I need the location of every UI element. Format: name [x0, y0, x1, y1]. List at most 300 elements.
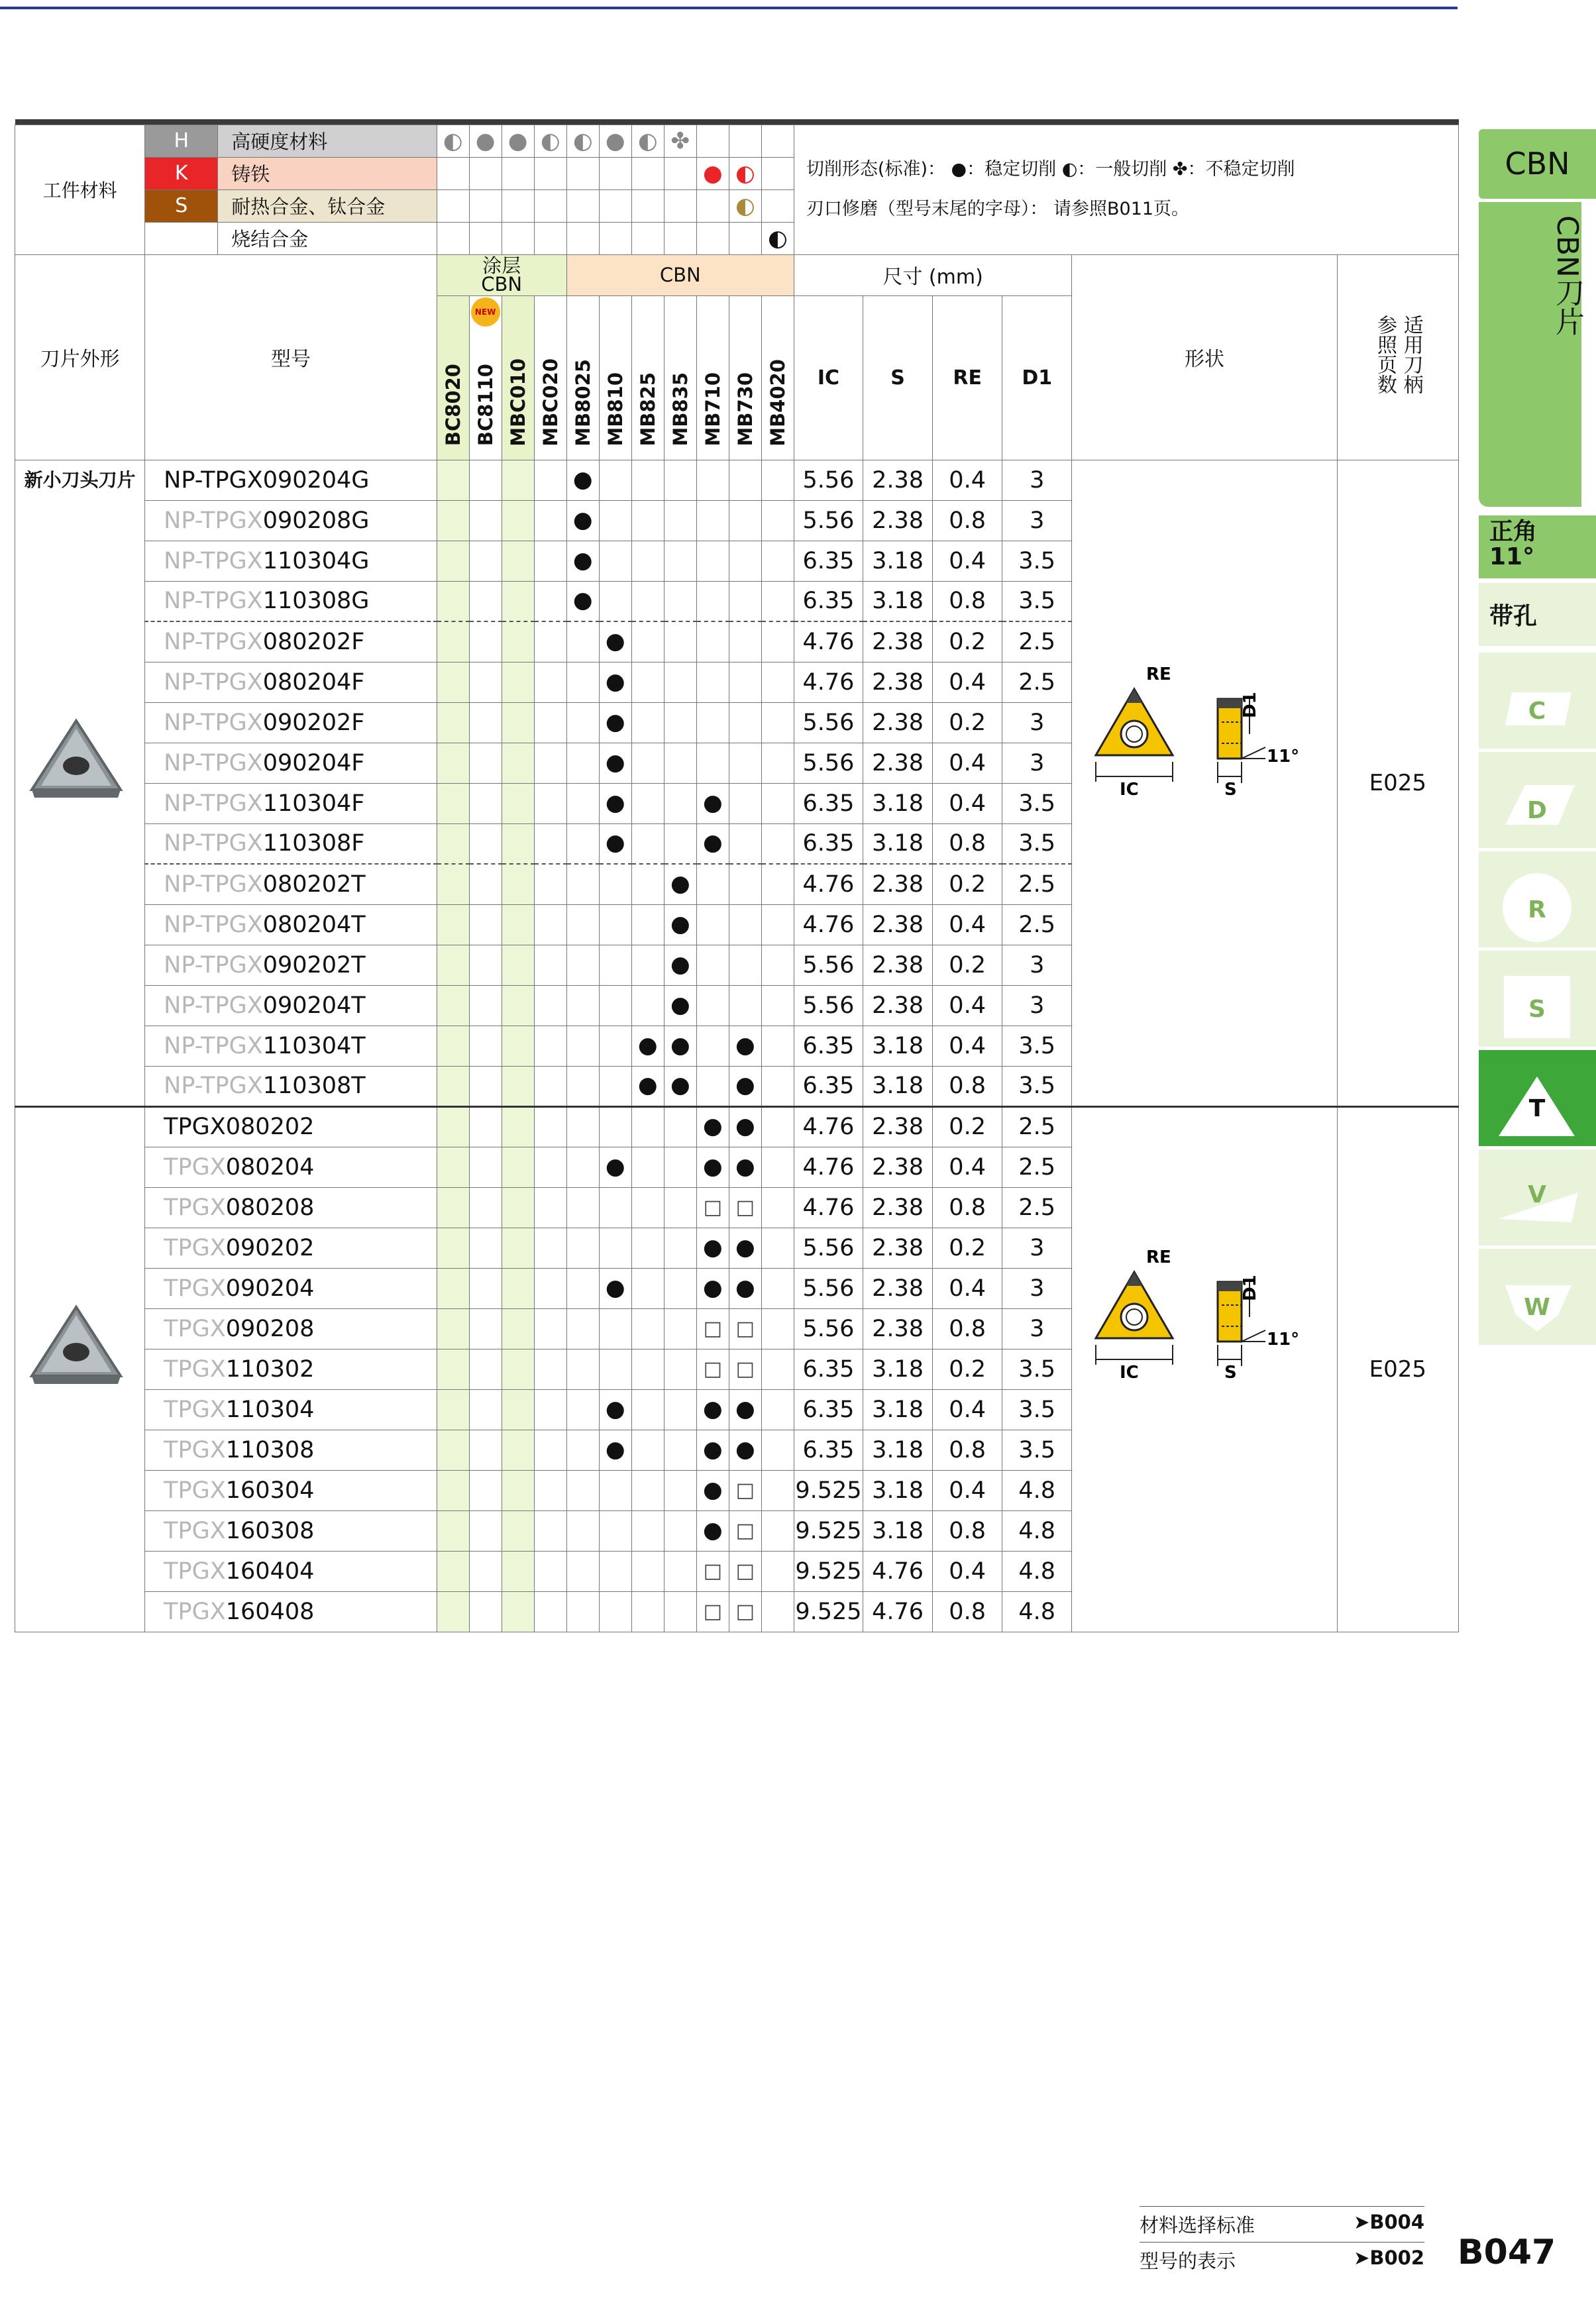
- grade-availability: [599, 541, 631, 581]
- dimension-value: 4.76: [794, 904, 863, 945]
- suit-icon: ●: [599, 125, 631, 157]
- grade-availability: [566, 1228, 599, 1268]
- grade-availability: [761, 1228, 794, 1268]
- angle-label: 11°: [1267, 1330, 1300, 1349]
- grade-availability: [502, 662, 534, 702]
- grade-availability: [534, 1470, 566, 1510]
- shape-letter: V: [1528, 1181, 1546, 1208]
- grade-availability: [469, 1147, 502, 1187]
- grade-availability: [534, 1268, 566, 1308]
- model-number: 080204: [225, 1153, 315, 1181]
- dimension-value: 2.38: [863, 1147, 933, 1187]
- grade-availability: [729, 460, 761, 500]
- dim-header-ic: IC: [794, 295, 863, 460]
- grade-availability: [469, 1308, 502, 1349]
- grade-availability: [437, 1510, 469, 1551]
- grade-availability: [437, 1591, 469, 1632]
- dimension-value: 0.8: [933, 1187, 1002, 1228]
- open-square-icon: □: [703, 1357, 722, 1381]
- dimension-value: 5.56: [794, 743, 863, 783]
- filled-circle-icon: ●: [735, 1234, 755, 1261]
- model-prefix: NP-TPGX: [164, 871, 263, 898]
- grade-availability: [566, 1308, 599, 1349]
- dimension-value: 4.76: [794, 662, 863, 702]
- grade-availability: [696, 823, 729, 864]
- dimension-value: 6.35: [794, 1026, 863, 1066]
- cutting-mode-legend: 切削形态(标准)： ●：稳定切削 ◐：一般切削 ✤：不稳定切削: [806, 159, 1295, 180]
- filled-circle-icon: ●: [572, 466, 593, 493]
- grade-availability: [664, 864, 696, 904]
- grade-availability: [566, 621, 599, 662]
- grade-availability: [664, 743, 696, 783]
- grade-availability: [469, 1470, 502, 1510]
- model-prefix: NP-TPGX: [164, 911, 263, 938]
- grade-availability: [469, 1066, 502, 1106]
- dimension-value: 4.76: [863, 1591, 933, 1632]
- open-square-icon: □: [735, 1559, 755, 1583]
- material-name-h: 高硬度材料: [218, 125, 437, 157]
- dimension-value: 5.56: [794, 500, 863, 541]
- holder-reference[interactable]: E025: [1337, 460, 1458, 1106]
- grade-availability: [502, 581, 534, 621]
- footer-row[interactable]: [1140, 2242, 1424, 2278]
- grade-availability: [502, 460, 534, 500]
- dimension-value: 4.76: [863, 1551, 933, 1591]
- shape-tab-t[interactable]: [1479, 1050, 1596, 1146]
- holder-label: 适用刀柄: [1399, 315, 1423, 394]
- dimension-value: 2.38: [863, 500, 933, 541]
- grade-availability: [599, 864, 631, 904]
- dimension-value: 6.35: [794, 581, 863, 621]
- grade-availability: [729, 1066, 761, 1106]
- model-cell: [145, 1430, 437, 1470]
- insert-photo-1: [27, 715, 126, 802]
- model-cell: [145, 1066, 437, 1106]
- grade-availability: [696, 541, 729, 581]
- dimension-group: 尺寸 (mm): [794, 254, 1071, 295]
- model-cell: [145, 500, 437, 541]
- dimension-value: 3: [1002, 460, 1072, 500]
- grade-availability: [437, 1308, 469, 1349]
- model-number: 090202T: [262, 951, 366, 978]
- grade-availability: [729, 945, 761, 985]
- grade-availability: [566, 581, 599, 621]
- grade-availability: [696, 1551, 729, 1591]
- filled-circle-icon: ●: [637, 1031, 658, 1059]
- grade-availability: [696, 1187, 729, 1228]
- dimension-value: 0.4: [933, 662, 1002, 702]
- grade-availability: [631, 1066, 664, 1106]
- dimension-value: 3.18: [863, 541, 933, 581]
- dimension-value: 2.5: [1002, 1147, 1072, 1187]
- grade-availability: [631, 581, 664, 621]
- material-code-k: K: [145, 157, 218, 189]
- grade-availability: [437, 702, 469, 743]
- grade-availability: [599, 985, 631, 1026]
- model-prefix: TPGX: [164, 1477, 226, 1504]
- grade-availability: [469, 985, 502, 1026]
- dimension-value: 2.38: [863, 1187, 933, 1228]
- suit-icon: ◐: [729, 189, 761, 222]
- model-cell: [145, 1268, 437, 1308]
- dimension-value: 0.2: [933, 702, 1002, 743]
- grade-availability: [696, 500, 729, 541]
- filled-circle-icon: ●: [605, 829, 625, 857]
- dimension-value: 3.5: [1002, 1349, 1072, 1389]
- model-prefix: TPGX: [164, 1558, 226, 1585]
- insert-photo-2: [27, 1302, 126, 1388]
- filled-circle-icon: ●: [702, 1395, 723, 1422]
- grade-label: MB810: [604, 372, 627, 447]
- dimension-value: 3.5: [1002, 541, 1072, 581]
- dimension-value: 0.4: [933, 783, 1002, 823]
- dimension-value: 2.38: [863, 702, 933, 743]
- coated-cbn-group: 涂层 CBN: [437, 254, 566, 295]
- grade-availability: [437, 1268, 469, 1308]
- grade-availability: [437, 783, 469, 823]
- table-row: [15, 1106, 1459, 1147]
- grade-availability: [437, 985, 469, 1026]
- model-column-header: 型号: [145, 254, 437, 460]
- grade-availability: [664, 662, 696, 702]
- grade-availability: [664, 460, 696, 500]
- grade-availability: [502, 783, 534, 823]
- dimension-value: 4.76: [794, 864, 863, 904]
- grade-availability: [469, 500, 502, 541]
- model-number: 090208G: [262, 507, 370, 534]
- filled-circle-icon: ●: [605, 1274, 625, 1301]
- grade-availability: [469, 1389, 502, 1430]
- grade-availability: [437, 581, 469, 621]
- model-number: 110304T: [262, 1032, 366, 1059]
- model-cell: [145, 1591, 437, 1632]
- dimension-value: 0.4: [933, 460, 1002, 500]
- footer-ref[interactable]: ➤B004: [1354, 2211, 1424, 2233]
- grade-availability: [469, 1026, 502, 1066]
- model-cell: [145, 743, 437, 783]
- suit-icon: ◐: [761, 222, 794, 254]
- dimension-value: 6.35: [794, 1349, 863, 1389]
- grade-availability: [502, 541, 534, 581]
- grade-availability: [729, 864, 761, 904]
- grade-availability: [761, 702, 794, 743]
- grade-availability: [534, 945, 566, 985]
- dimension-value: 3.18: [863, 823, 933, 864]
- grade-availability: [566, 985, 599, 1026]
- shape-tab-r[interactable]: [1479, 851, 1596, 947]
- grade-availability: [729, 985, 761, 1026]
- grade-availability: [696, 1106, 729, 1147]
- dimension-value: 0.4: [933, 1470, 1002, 1510]
- grade-availability: [631, 904, 664, 945]
- suit-icon: ●: [502, 125, 534, 157]
- grade-availability: [469, 743, 502, 783]
- dimension-value: 2.38: [863, 985, 933, 1026]
- grade-availability: [534, 500, 566, 541]
- grade-availability: [599, 1389, 631, 1430]
- grade-availability: [599, 823, 631, 864]
- cbn-group: CBN: [566, 254, 794, 295]
- grade-availability: [566, 783, 599, 823]
- footer-index: [1140, 2206, 1424, 2278]
- grade-availability: [566, 1187, 599, 1228]
- grade-availability: [534, 1430, 566, 1470]
- grade-label: MB4020: [766, 358, 789, 447]
- grade-availability: [631, 864, 664, 904]
- grade-availability: [599, 1268, 631, 1308]
- grade-availability: [696, 1308, 729, 1349]
- shape-column-header: 刀片外形: [15, 254, 145, 460]
- dimension-value: 0.4: [933, 1026, 1002, 1066]
- grade-availability: [437, 1026, 469, 1066]
- model-number: 090204F: [262, 749, 365, 776]
- grade-label: BC8110: [474, 364, 497, 447]
- grade-availability: [664, 1551, 696, 1591]
- grade-availability: [696, 864, 729, 904]
- grade-availability: [437, 904, 469, 945]
- dimension-value: 6.35: [794, 783, 863, 823]
- grade-availability: [664, 783, 696, 823]
- grade-availability: [502, 1510, 534, 1551]
- shape-tab-s[interactable]: [1479, 951, 1596, 1047]
- dimension-value: 4.76: [794, 1187, 863, 1228]
- grade-availability: [729, 1106, 761, 1147]
- open-square-icon: □: [735, 1317, 755, 1340]
- holder-reference[interactable]: E025: [1337, 1106, 1458, 1632]
- dimension-value: 0.4: [933, 541, 1002, 581]
- dimension-value: 0.4: [933, 743, 1002, 783]
- grade-availability: [599, 702, 631, 743]
- open-square-icon: □: [735, 1196, 755, 1219]
- dimension-value: 5.56: [794, 945, 863, 985]
- model-prefix: TPGX: [164, 1114, 226, 1140]
- filled-circle-icon: ●: [702, 1436, 723, 1463]
- open-square-icon: □: [703, 1196, 722, 1219]
- grade-availability: [664, 1147, 696, 1187]
- grade-availability: [599, 1551, 631, 1591]
- grade-availability: [566, 702, 599, 743]
- d1-label: D1: [1240, 692, 1260, 718]
- filled-circle-icon: ●: [735, 1436, 755, 1463]
- model-prefix: TPGX: [164, 1598, 226, 1625]
- grade-availability: [566, 1510, 599, 1551]
- grade-availability: [599, 1066, 631, 1106]
- grade-availability: [729, 1147, 761, 1187]
- grade-availability: [761, 1187, 794, 1228]
- grade-availability: [599, 904, 631, 945]
- grade-availability: [534, 621, 566, 662]
- grade-availability: [761, 1389, 794, 1430]
- model-prefix: TPGX: [164, 1194, 226, 1221]
- shape-tab-w[interactable]: [1479, 1249, 1596, 1345]
- suit-icon: ◐: [729, 157, 761, 189]
- grade-availability: [696, 1349, 729, 1389]
- model-number: 090204: [225, 1275, 315, 1302]
- dimension-value: 4.8: [1002, 1470, 1072, 1510]
- model-number: 080202T: [262, 871, 366, 898]
- grade-availability: [729, 702, 761, 743]
- dimension-value: 9.525: [794, 1551, 863, 1591]
- model-cell: [145, 1187, 437, 1228]
- grade-availability: [696, 1228, 729, 1268]
- grade-label: MBC010: [506, 358, 529, 447]
- grade-availability: [729, 1228, 761, 1268]
- filled-circle-icon: ●: [702, 1476, 723, 1503]
- model-cell: [145, 1389, 437, 1430]
- grade-availability: [502, 743, 534, 783]
- dimension-value: 2.38: [863, 945, 933, 985]
- filled-circle-icon: ●: [670, 991, 690, 1018]
- grade-availability: [599, 500, 631, 541]
- dimension-value: 3.18: [863, 1349, 933, 1389]
- grade-availability: [566, 1389, 599, 1430]
- dimension-value: 0.4: [933, 1268, 1002, 1308]
- grade-availability: [664, 541, 696, 581]
- grade-availability: [664, 1349, 696, 1389]
- sidebar-cbn-insert: CBN刀片: [1479, 202, 1581, 507]
- footer-row[interactable]: [1140, 2206, 1424, 2242]
- grade-availability: [599, 460, 631, 500]
- grade-availability: [631, 1551, 664, 1591]
- grade-availability: [696, 1066, 729, 1106]
- dimension-value: 0.4: [933, 1147, 1002, 1187]
- grade-availability: [534, 1349, 566, 1389]
- grade-availability: [534, 460, 566, 500]
- filled-circle-icon: ●: [605, 749, 625, 776]
- grade-availability: [599, 1228, 631, 1268]
- grade-availability: [599, 1147, 631, 1187]
- grade-availability: [437, 621, 469, 662]
- dimension-value: 0.4: [933, 985, 1002, 1026]
- open-square-icon: □: [735, 1357, 755, 1381]
- model-cell: [145, 864, 437, 904]
- grade-availability: [696, 581, 729, 621]
- model-number: 090202F: [262, 709, 365, 736]
- grade-availability: [502, 1066, 534, 1106]
- footer-label: 型号的表示: [1140, 2250, 1236, 2272]
- material-code-h: H: [145, 125, 218, 157]
- dimension-value: 3.5: [1002, 1026, 1072, 1066]
- grade-label: MB835: [668, 372, 692, 447]
- grade-availability: [664, 1430, 696, 1470]
- grade-availability: [631, 1147, 664, 1187]
- footer-ref[interactable]: ➤B002: [1354, 2246, 1424, 2269]
- grade-availability: [437, 823, 469, 864]
- model-number: 110304G: [262, 547, 370, 574]
- dimension-value: 2.38: [863, 904, 933, 945]
- grade-availability: [631, 621, 664, 662]
- re-label: RE: [1146, 1247, 1171, 1267]
- suit-icon: ◐: [566, 125, 599, 157]
- grade-availability: [631, 823, 664, 864]
- model-number: 160308: [225, 1517, 315, 1544]
- model-cell: [145, 702, 437, 743]
- grade-availability: [566, 1349, 599, 1389]
- grade-availability: [437, 945, 469, 985]
- dimension-value: 4.8: [1002, 1591, 1072, 1632]
- footer-label: 材料选择标准: [1140, 2214, 1255, 2237]
- dimension-value: 3: [1002, 1228, 1072, 1268]
- grade-availability: [729, 621, 761, 662]
- grade-availability: [761, 621, 794, 662]
- dimension-value: 0.8: [933, 1510, 1002, 1551]
- model-number: 160404: [225, 1558, 315, 1585]
- filled-circle-icon: ●: [702, 829, 723, 857]
- grade-availability: [534, 581, 566, 621]
- grade-availability: [469, 1551, 502, 1591]
- grade-availability: [631, 1470, 664, 1510]
- sidebar-hole: 带孔: [1479, 583, 1596, 646]
- model-number: 160408: [225, 1598, 315, 1625]
- model-prefix: NP-TPGX: [164, 668, 263, 696]
- grade-availability: [631, 1349, 664, 1389]
- filled-circle-icon: ●: [605, 708, 625, 735]
- model-cell: [145, 621, 437, 662]
- dimension-value: 0.4: [933, 1389, 1002, 1430]
- dimension-value: 0.2: [933, 1349, 1002, 1389]
- grade-availability: [566, 500, 599, 541]
- dimension-value: 3.5: [1002, 783, 1072, 823]
- grade-availability: [566, 823, 599, 864]
- grade-availability: [534, 743, 566, 783]
- grade-availability: [729, 1430, 761, 1470]
- dimension-value: 4.8: [1002, 1510, 1072, 1551]
- grade-availability: [566, 1591, 599, 1632]
- grade-availability: [502, 1268, 534, 1308]
- grade-availability: [696, 1268, 729, 1308]
- sidebar-cbn: CBN: [1479, 129, 1596, 199]
- grade-availability: [696, 1470, 729, 1510]
- grade-label: BC8020: [441, 364, 464, 447]
- shape-tab-d[interactable]: [1479, 752, 1596, 848]
- grade-availability: [469, 1591, 502, 1632]
- grade-availability: [761, 1591, 794, 1632]
- grade-availability: [469, 581, 502, 621]
- suit-icon: ●: [696, 157, 729, 189]
- grade-availability: [664, 823, 696, 864]
- material-name-sintered: 烧结合金: [218, 222, 437, 254]
- grade-availability: [696, 743, 729, 783]
- shape-tab-v[interactable]: [1479, 1149, 1596, 1245]
- grade-availability: [761, 1268, 794, 1308]
- model-number: 080208: [225, 1194, 315, 1221]
- dimension-value: 6.35: [794, 541, 863, 581]
- grade-availability: [502, 1106, 534, 1147]
- d1-label: D1: [1240, 1275, 1260, 1301]
- dim-header-re: RE: [933, 295, 1002, 460]
- new-badge: NEW: [471, 297, 500, 327]
- grade-availability: [469, 662, 502, 702]
- grade-availability: [729, 662, 761, 702]
- grade-availability: [566, 1026, 599, 1066]
- grade-availability: [761, 864, 794, 904]
- grade-availability: [534, 1389, 566, 1430]
- grade-availability: [534, 541, 566, 581]
- grade-availability: [631, 1268, 664, 1308]
- grade-availability: [502, 621, 534, 662]
- grade-availability: [469, 1430, 502, 1470]
- model-number: 090208: [225, 1315, 315, 1342]
- grade-availability: [761, 662, 794, 702]
- filled-circle-icon: ●: [735, 1395, 755, 1422]
- shape-tab-c[interactable]: [1479, 653, 1596, 749]
- grade-availability: [534, 904, 566, 945]
- grade-availability: [696, 1026, 729, 1066]
- grade-availability: [599, 1026, 631, 1066]
- dimension-value: 2.5: [1002, 864, 1072, 904]
- dimension-value: 2.5: [1002, 621, 1072, 662]
- grade-availability: [761, 581, 794, 621]
